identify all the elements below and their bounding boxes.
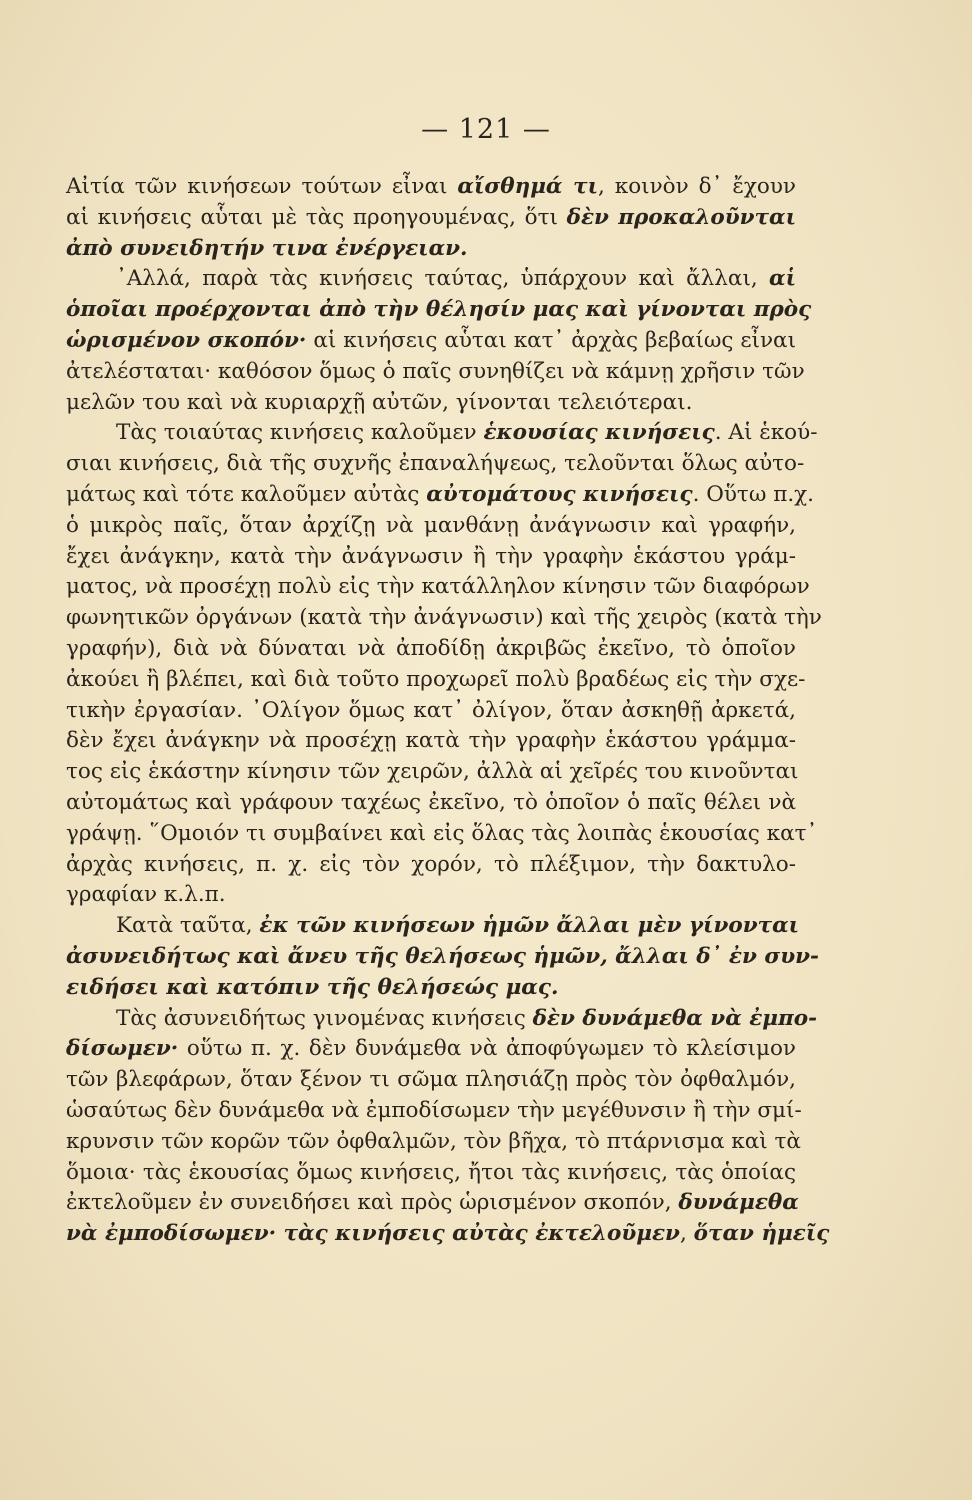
text-segment: ᾿Αλλά, παρὰ τὰς κινήσεις ταύτας, ὑπάρχουν καὶ ἄλλαι, [116, 266, 770, 292]
text-segment: ἀτελέσταται· καθόσον ὅμως ὁ παῖς συνηθίζει νὰ κάμνῃ χρῆσιν τῶν [66, 358, 805, 384]
text-segment: Κατὰ ταῦτα, [116, 913, 260, 939]
text-line [66, 726, 796, 757]
text-segment: αὐτομάτως καὶ γράφουν ταχέως ἐκεῖνο, τὸ ὁποῖον ὁ παῖς θέλει νὰ [66, 789, 796, 815]
text-line [66, 264, 796, 295]
text-line [66, 326, 796, 357]
text-segment: τῶν βλεφάρων, ὅταν ξένον τι σῶμα πλησιάζῃ πρὸς τὸν ὀφθαλμόν, [66, 1067, 796, 1093]
text-line [66, 480, 815, 511]
text-line [66, 973, 796, 1004]
text-segment: αἱ κινήσεις αὗται κατ᾿ ἀρχὰς βεβαίως εἶναι [306, 327, 797, 353]
text-segment: ματος, νὰ προσέχῃ πολὺ εἰς τὴν κατάλληλον κίνησιν τῶν διαφόρων [66, 574, 810, 600]
emphasis-text: ἐκ τῶν κινήσεων ἡμῶν ἄλλαι μὲν γίνονται [259, 913, 800, 939]
text-segment: κρυνσιν τῶν κορῶν τῶν ὀφθαλμῶν, τὸν βῆχα, τὸ πτάρνισμα καὶ τὰ [66, 1128, 801, 1154]
text-segment: δὲν ἔχει ἀνάγκην νὰ προσέχῃ κατὰ τὴν γραφὴν ἑκάστου γράμμα- [66, 728, 796, 754]
emphasis-text: αὐτομάτους κινήσεις [426, 481, 693, 507]
emphasis-text: νὰ ἐμποδίσωμεν· τὰς κινήσεις αὐτὰς ἐκτελοῦμεν [66, 1221, 680, 1247]
text-line [66, 357, 805, 388]
text-segment: τικὴν ἐργασίαν. ᾿Ολίγον ὅμως κατ᾿ ὀλίγον, ὅταν ἀσκηθῇ ἀρκετά, [66, 697, 796, 723]
text-segment: ἔχει ἀνάγκην, κατὰ τὴν ἀνάγνωσιν ἢ τὴν γραφὴν ἑκάστου γράμ- [66, 543, 796, 569]
text-line [66, 1065, 796, 1096]
text-segment: Αἰτία τῶν κινήσεων τούτων εἶναι [66, 174, 458, 199]
text-line [66, 757, 799, 788]
text-line [66, 850, 796, 881]
emphasis-text: αἱ [769, 266, 796, 292]
text-line [66, 911, 800, 942]
text-segment: ἀρχὰς κινήσεις, π. χ. εἰς τὸν χορόν, τὸ πλέξιμον, τὴν δακτυλο- [66, 851, 796, 877]
text-segment: τος εἰς ἑκάστην κίνησιν τῶν χειρῶν, ἀλλὰ αἱ χεῖρές του κινοῦνται [66, 759, 799, 785]
text-line [66, 1004, 818, 1035]
text-segment: Τὰς ἀσυνειδήτως γινομένας κινήσεις [116, 1005, 533, 1031]
text-line [66, 388, 796, 419]
text-line [66, 634, 796, 665]
emphasis-text: δὲν δυνάμεθα νὰ ἐμπο- [532, 1005, 818, 1031]
text-segment: σιαι κινήσεις, διὰ τῆς συχνῆς ἐπαναλήψεως, τελοῦνται ὅλως αὐτο- [66, 451, 805, 477]
text-segment: ὡσαύτως δὲν δυνάμεθα νὰ ἐμποδίσωμεν τὴν μεγέθυνσιν ἢ τὴν σμί- [66, 1097, 802, 1123]
emphasis-text: ὡρισμένον σκοπόν· [66, 327, 307, 353]
body-text [66, 172, 830, 1250]
text-line [66, 1127, 801, 1158]
text-segment: ἀκούει ἢ βλέπει, καὶ διὰ τοῦτο προχωρεῖ πολὺ βραδέως εἰς τὴν σχε- [66, 666, 806, 692]
text-line [66, 942, 819, 973]
text-segment: γράψῃ. ῞Ομοιόν τι συμβαίνει καὶ εἰς ὅλας τὰς λοιπὰς ἑκουσίας κατ᾿ [66, 820, 818, 846]
page-number: — 121 — [421, 114, 551, 145]
text-line [66, 572, 810, 603]
text-segment: ἐκτελοῦμεν ἐν συνειδήσει καὶ πρὸς ὡρισμένον σκοπόν, [66, 1190, 679, 1216]
text-line [66, 788, 796, 819]
emphasis-text: ὅταν ἡμεῖς [693, 1221, 830, 1247]
text-line [66, 449, 805, 480]
text-line [66, 696, 796, 727]
emphasis-text: ἑκουσίας κινήσεις [483, 420, 715, 446]
text-line [66, 172, 796, 203]
text-line [66, 1034, 796, 1065]
emphasis-text: ἀσυνειδήτως καὶ ἄνευ τῆς θελήσεως ἡμῶν, ἄλλαι δ᾿ ἐν συν- [66, 943, 819, 969]
text-segment: φωνητικῶν ὀργάνων (κατὰ τὴν ἀνάγνωσιν) καὶ τῆς χειρὸς (κατὰ τὴν [66, 605, 822, 631]
text-segment: . Αἱ ἑκού- [714, 420, 818, 446]
emphasis-text: δὲν προκαλοῦνται [566, 204, 796, 230]
emphasis-text: ὁποῖαι προέρχονται ἀπὸ τὴν θέλησίν μας καὶ γίνονται πρὸς [66, 297, 812, 323]
text-segment: μάτως καὶ τότε καλοῦμεν αὐτὰς [66, 481, 427, 507]
text-line [66, 418, 818, 449]
emphasis-text: ειδήσει καὶ κατόπιν τῆς θελήσεώς μας. [66, 974, 559, 1000]
text-line [66, 603, 822, 634]
text-segment: γραφήν), διὰ νὰ δύναται νὰ ἀποδίδῃ ἀκριβῶς ἐκεῖνο, τὸ ὁποῖον [66, 635, 796, 661]
text-segment: γραφίαν κ.λ.π. [66, 882, 226, 908]
text-segment: οὕτω π. χ. δὲν δυνάμεθα νὰ ἀποφύγωμεν τὸ κλείσιμον [178, 1036, 796, 1062]
text-line [66, 1158, 796, 1189]
text-line [66, 1096, 802, 1127]
text-line [66, 880, 796, 911]
text-segment: , [679, 1221, 694, 1247]
emphasis-text: ἀπὸ συνειδητήν τινα ἐνέργειαν. [66, 235, 468, 261]
text-line [66, 819, 818, 850]
text-segment: ὁ μικρὸς παῖς, ὅταν ἀρχίζῃ νὰ μανθάνῃ ἀνάγνωσιν καὶ γραφήν, [66, 512, 796, 538]
text-segment: μελῶν του καὶ νὰ κυριαρχῇ αὐτῶν, γίνονται τελειότεραι. [66, 389, 693, 415]
emphasis-text: δυνάμεθα [678, 1190, 799, 1216]
text-line [66, 203, 796, 234]
emphasis-text: δίσωμεν· [66, 1036, 179, 1062]
text-line [66, 542, 796, 573]
text-line [66, 511, 796, 542]
text-line [66, 1188, 799, 1219]
text-line [66, 234, 796, 265]
text-line [66, 295, 812, 326]
text-segment: , κοινὸν δ᾿ ἔχουν [597, 174, 796, 199]
text-segment: ὅμοια· τὰς ἑκουσίας ὅμως κινήσεις, ἤτοι τὰς κινήσεις, τὰς ὁποίας [66, 1159, 796, 1185]
text-line [66, 665, 806, 696]
text-segment: αἱ κινήσεις αὗται μὲ τὰς προηγουμένας, ὅτι [66, 204, 567, 230]
text-segment: . Οὕτω π.χ. [692, 481, 815, 507]
text-segment: Τὰς τοιαύτας κινήσεις καλοῦμεν [116, 420, 484, 446]
emphasis-text: αἴσθημά τι [457, 174, 598, 199]
text-line [66, 1219, 830, 1250]
